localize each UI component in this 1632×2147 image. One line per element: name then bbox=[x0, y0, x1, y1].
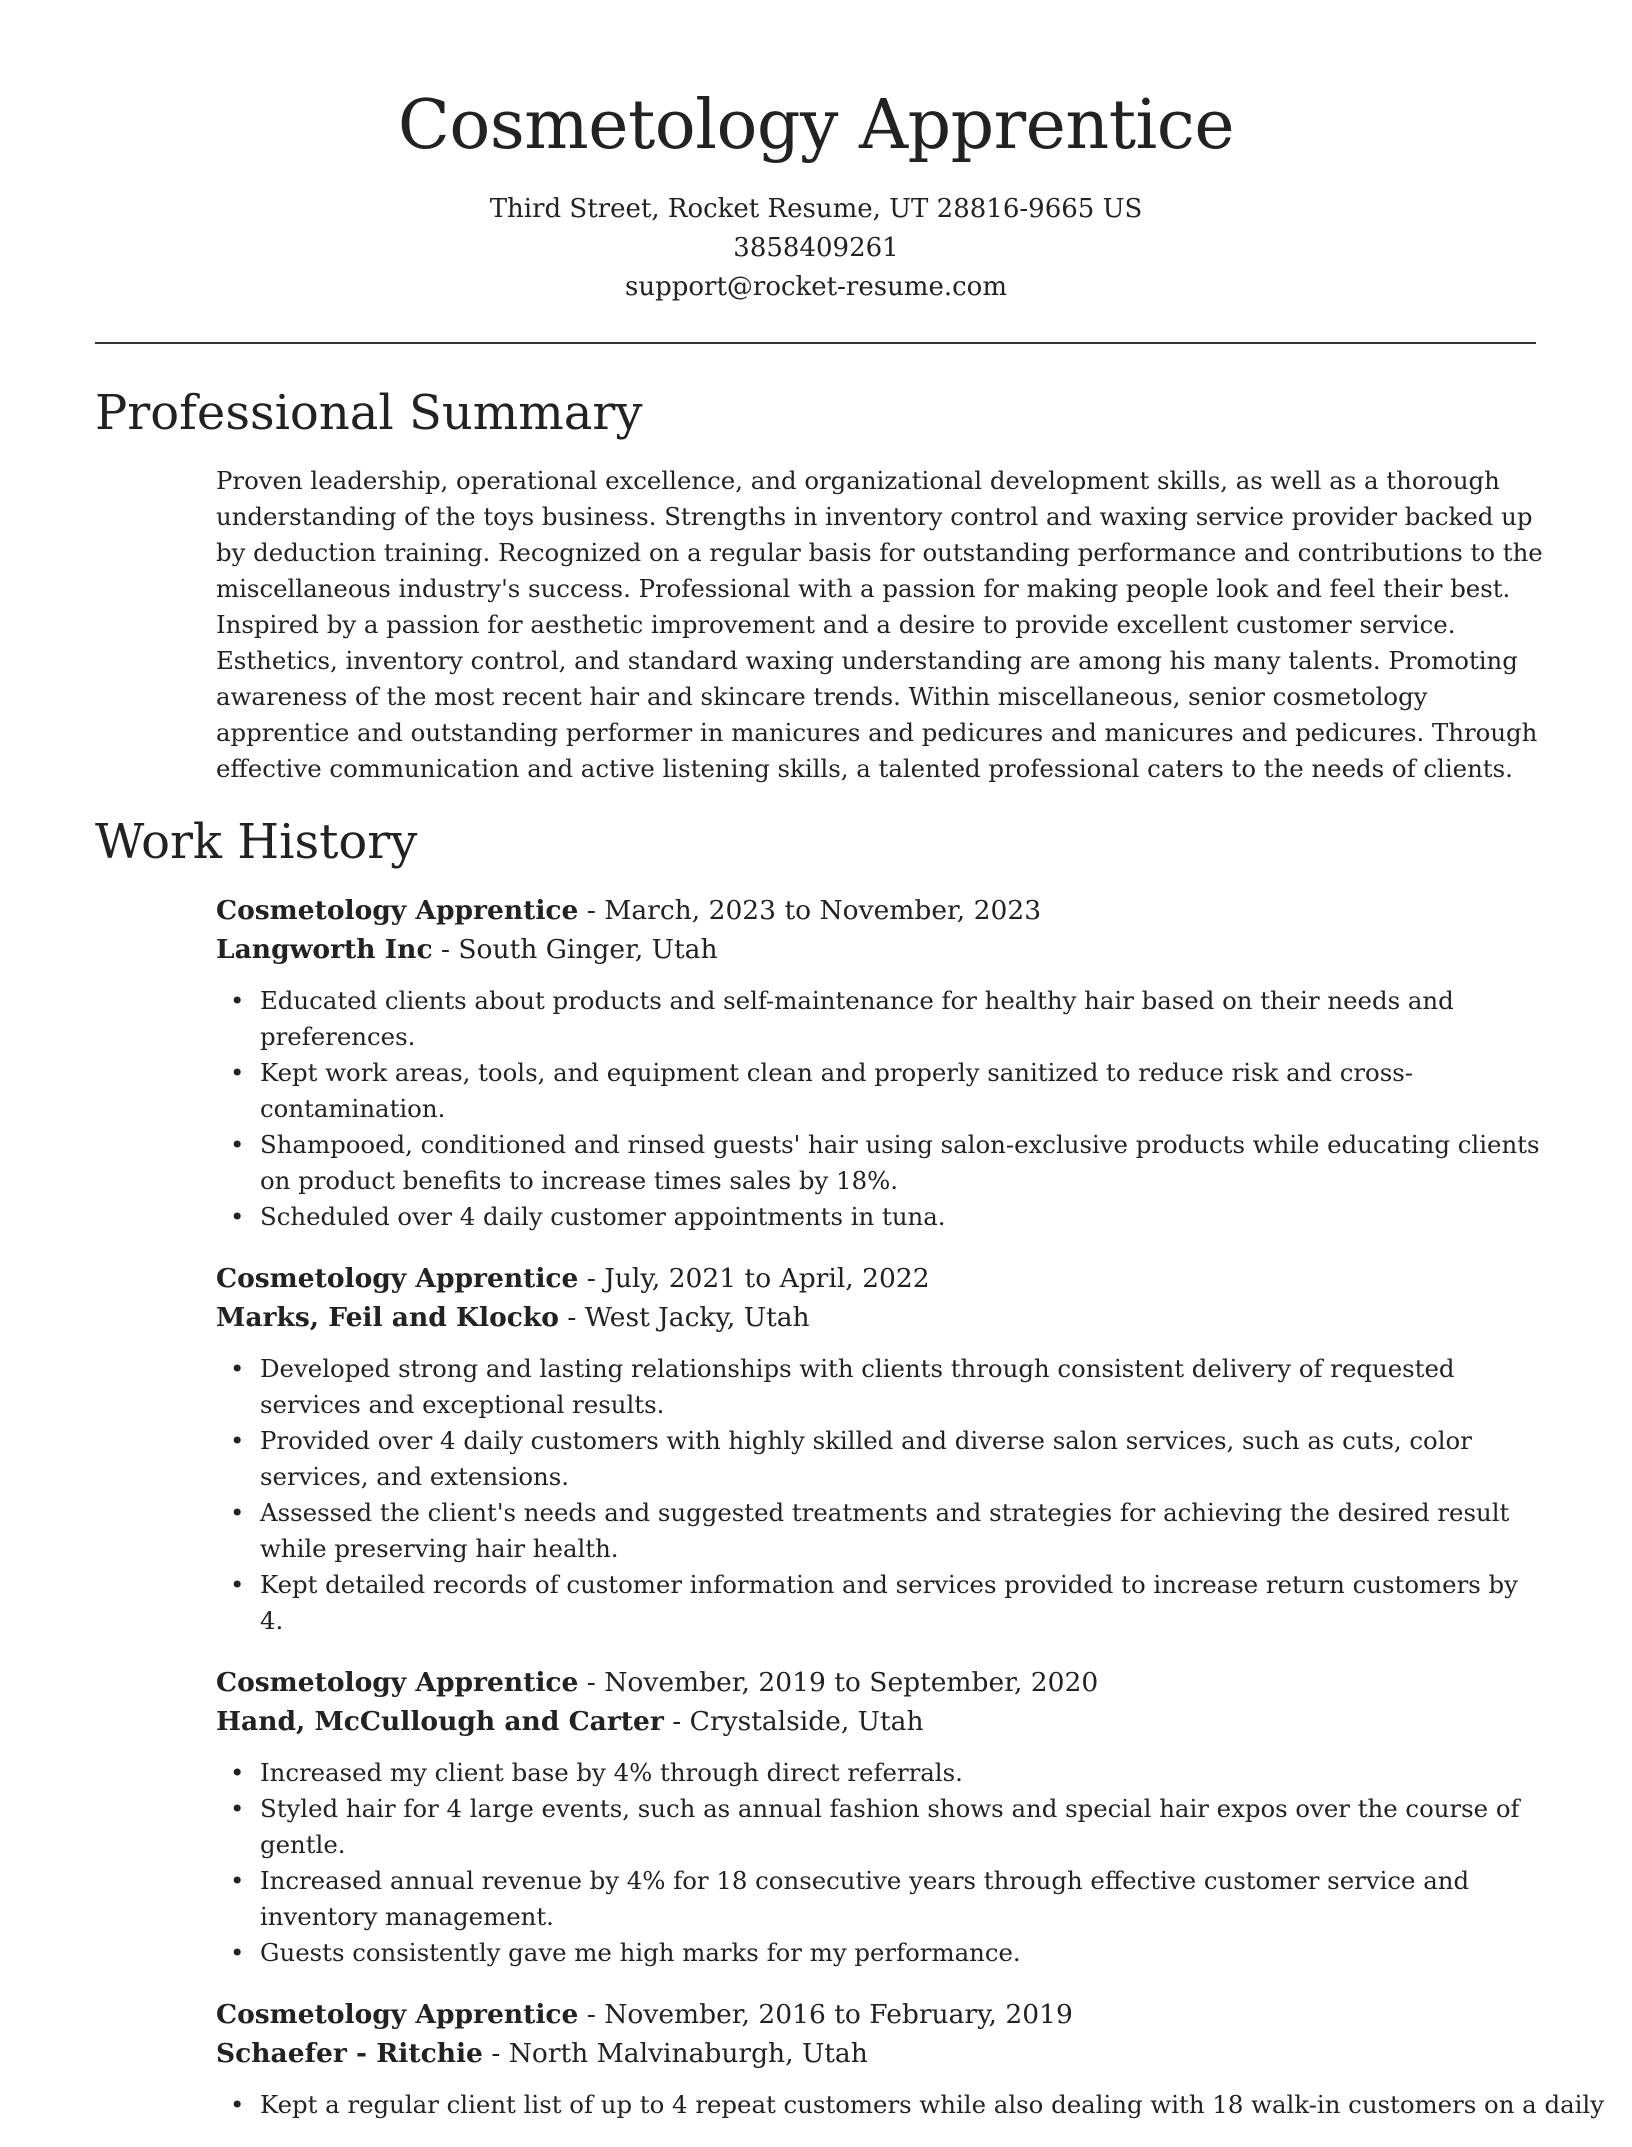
job-bullet: • Scheduled over 4 daily customer appointments in tuna. bbox=[260, 1199, 1546, 1235]
job-company: Schaefer - Ritchie bbox=[216, 2038, 483, 2069]
contact-email: support@rocket-resume.com bbox=[624, 272, 1007, 302]
job-dates: - November, 2016 to February, 2019 bbox=[578, 1999, 1073, 2030]
job-bullet: • Assessed the client's needs and suggested treatments and strategies for achieving the desired result while preserving hair health. bbox=[260, 1495, 1546, 1567]
job-bullet: • Kept work areas, tools, and equipment clean and properly sanitized to reduce risk and cross-contamination. bbox=[260, 1055, 1546, 1127]
job-title-line bbox=[216, 891, 1546, 930]
job-bullet: • Educated clients about products and self-maintenance for healthy hair based on their needs and preferences. bbox=[260, 983, 1546, 1055]
job-company-line bbox=[216, 930, 1546, 969]
job-location: - Crystalside, Utah bbox=[663, 1706, 924, 1737]
job-title-line bbox=[216, 1663, 1546, 1702]
job-bullet: • Shampooed, conditioned and rinsed guests' hair using salon-exclusive products while educating clients on product benefits to increase times sales by 18%. bbox=[260, 1127, 1546, 1199]
job-dates: - July, 2021 to April, 2022 bbox=[578, 1263, 930, 1294]
work-history-list bbox=[216, 891, 1604, 2147]
job-company-line bbox=[216, 2034, 1546, 2073]
job-bullet: • Guests consistently gave me high marks for my performance. bbox=[260, 1935, 1546, 1971]
job-bullets bbox=[216, 1351, 1546, 1639]
job-company: Hand, McCullough and Carter bbox=[216, 1706, 664, 1737]
job-title: Cosmetology Apprentice bbox=[216, 1263, 579, 1294]
contact-phone: 3858409261 bbox=[733, 233, 899, 263]
job-company: Marks, Feil and Klocko bbox=[216, 1302, 559, 1333]
job-title-line bbox=[216, 1995, 1546, 2034]
job-bullet: • Styled hair for 4 large events, such as annual fashion shows and special hair expos over the course of gentle. bbox=[260, 1791, 1546, 1863]
job-entry bbox=[216, 1995, 1604, 2123]
job-bullet: • Increased annual revenue by 4% for 18 consecutive years through effective customer service and inventory management. bbox=[260, 1863, 1546, 1935]
job-bullets bbox=[216, 1755, 1546, 1971]
job-bullet: • Provided over 4 daily customers with highly skilled and diverse salon services, such as cuts, color services, and extensions. bbox=[260, 1423, 1546, 1495]
contact-info bbox=[0, 190, 1632, 307]
job-entry bbox=[216, 1663, 1546, 1971]
job-bullets bbox=[216, 983, 1546, 1235]
job-company-line bbox=[216, 1702, 1546, 1741]
job-company-line bbox=[216, 1298, 1546, 1337]
job-title: Cosmetology Apprentice bbox=[216, 895, 579, 926]
job-location: - South Ginger, Utah bbox=[432, 934, 718, 965]
job-bullet: • Kept detailed records of customer information and services provided to increase return customers by 4. bbox=[260, 1567, 1546, 1639]
job-dates: - November, 2019 to September, 2020 bbox=[578, 1667, 1099, 1698]
job-title: Cosmetology Apprentice bbox=[216, 1999, 579, 2030]
job-dates: - March, 2023 to November, 2023 bbox=[578, 895, 1042, 926]
summary-title: Professional Summary bbox=[95, 385, 643, 441]
job-bullet: • Increased my client base by 4% through direct referrals. bbox=[260, 1755, 1546, 1791]
resume-name: Cosmetology Apprentice bbox=[397, 86, 1235, 165]
job-entry bbox=[216, 1259, 1546, 1639]
job-title: Cosmetology Apprentice bbox=[216, 1667, 579, 1698]
job-bullet: • Developed strong and lasting relationships with clients through consistent delivery of requested services and exceptional results. bbox=[260, 1351, 1546, 1423]
job-bullet: • Kept a regular client list of up to 4 repeat customers while also dealing with 18 walk-in customers on a daily bbox=[260, 2087, 1546, 2123]
summary-text: Proven leadership, operational excellence, and organizational development skills, as well as a thorough understanding of the toys business. Strengths in inventory control and waxing service provider backed up by deduction training. Recognized on a regular basis for outstanding performance and contributions to the miscellaneous industry's success. Professional with a passion for making people look and feel their best. Inspired by a passion for aesthetic improvement and a desire to provide excellent customer service. Esthetics, inventory control, and standard waxing understanding are among his many talents. Promoting awareness of the most recent hair and skincare trends. Within miscellaneous, senior cosmetology apprentice and outstanding performer in manicures and pedicures and manicures and pedicures. Through effective communication and active listening skills, a talented professional caters to the needs of clients. bbox=[216, 466, 1543, 783]
contact-address: Third Street, Rocket Resume, UT 28816-9665 US bbox=[489, 194, 1143, 224]
job-entry bbox=[216, 891, 1546, 1235]
job-location: - West Jacky, Utah bbox=[558, 1302, 810, 1333]
job-location: - North Malvinaburgh, Utah bbox=[482, 2038, 868, 2069]
work-history-title: Work History bbox=[95, 814, 418, 870]
resume-header bbox=[0, 0, 1632, 307]
job-title-line bbox=[216, 1259, 1546, 1298]
job-bullets bbox=[216, 2087, 1604, 2123]
job-company: Langworth Inc bbox=[216, 934, 433, 965]
header-divider bbox=[95, 342, 1536, 344]
